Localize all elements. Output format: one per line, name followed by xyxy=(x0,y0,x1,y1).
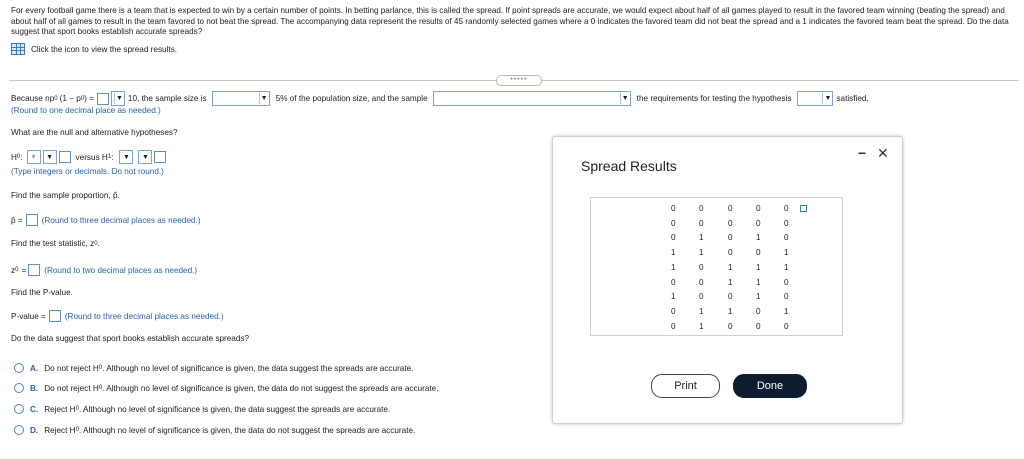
pvalue-answer-box[interactable] xyxy=(49,310,61,322)
spread-results-link-label: Click the icon to view the spread results. xyxy=(31,44,178,54)
spread-results-dialog xyxy=(552,136,903,424)
copy-icon[interactable] xyxy=(800,205,807,212)
option-text: . Although no level of significance is given, the data suggest the spreads are accurate. xyxy=(78,404,391,414)
radio-d[interactable] xyxy=(14,425,24,435)
hypotheses-line xyxy=(11,150,166,164)
table-cell: 0 xyxy=(784,292,789,302)
condition-text-7: satisfied. xyxy=(836,94,869,103)
table-cell: 0 xyxy=(784,277,789,287)
table-cell: 0 xyxy=(671,233,676,243)
hypotheses-question: What are the null and alternative hypotheses? xyxy=(11,128,178,137)
h1-value-box[interactable] xyxy=(154,151,166,163)
colon: : xyxy=(111,152,114,162)
table-cell: 0 xyxy=(699,204,704,213)
table-cell: 1 xyxy=(756,233,761,243)
table-cell: 0 xyxy=(784,321,789,331)
pvalue-question: Find the P-value. xyxy=(11,288,73,297)
np-answer-box[interactable] xyxy=(97,93,109,105)
chevron-down-icon: ▼ xyxy=(114,93,124,104)
chevron-down-icon: ▼ xyxy=(259,93,269,104)
table-cell: 0 xyxy=(728,233,733,243)
table-cell: 0 xyxy=(671,321,676,331)
table-cell: 1 xyxy=(671,248,676,258)
option-c[interactable] xyxy=(14,404,390,414)
dialog-title: Spread Results xyxy=(581,158,677,174)
option-letter: D. xyxy=(30,425,39,435)
requirements-dropdown[interactable] xyxy=(797,91,833,106)
option-text: . Although no level of significance is given, the data do not suggest the spreads are accurate. xyxy=(78,425,416,435)
condition-line xyxy=(11,91,869,106)
proportion-line xyxy=(11,214,200,226)
table-cell: 0 xyxy=(756,306,761,316)
option-text: Do not reject H xyxy=(44,383,99,393)
proportion-answer-box[interactable] xyxy=(26,214,38,226)
print-button[interactable]: Print xyxy=(651,374,720,398)
equals: = xyxy=(21,265,27,275)
table-cell: 0 xyxy=(728,204,733,213)
table-cell: 1 xyxy=(671,262,676,272)
statistic-answer-box[interactable] xyxy=(28,264,40,276)
sample-dropdown[interactable] xyxy=(433,91,631,106)
statistic-question xyxy=(11,239,100,248)
table-cell: 1 xyxy=(671,292,676,302)
h1-parameter-dropdown[interactable]: ▼ xyxy=(119,150,133,164)
option-d[interactable] xyxy=(14,425,415,435)
statistic-line xyxy=(11,264,197,276)
option-text: . Although no level of significance is given, the data do not suggest the spreads are accurate. xyxy=(102,383,439,393)
condition-text-6: the requirements for testing the hypothesis xyxy=(636,94,792,103)
option-a[interactable] xyxy=(14,363,413,373)
proportion-hint: (Round to three decimal places as needed.) xyxy=(41,215,201,225)
conclusion-question: Do the data suggest that sport books establish accurate spreads? xyxy=(11,334,250,343)
chevron-down-icon: ▼ xyxy=(620,93,630,104)
table-cell: 1 xyxy=(728,262,733,272)
subscript: 0 xyxy=(54,95,58,102)
table-cell: 1 xyxy=(784,248,789,258)
problem-statement: For every football game there is a team that is expected to win by a certain number of points. In betting parlance, this is called the spread. If point spreads are accurate, we would expect about half of all games played to result in the favored team winning (beating the spread) and about half of all games to result in the team favored to not beat the spread. The accompanying data represent the results of 45 randomly selected games where a 0 indicates the favored team did not beat the spread and a 1 indicates the favored team beat the spread. Do the data suggest that sport books establish accurate spreads? xyxy=(11,6,1009,37)
table-cell: 0 xyxy=(784,233,789,243)
option-text: . Although no level of significance is given, the data suggest the spreads are accurate. xyxy=(102,363,414,373)
period: . xyxy=(97,239,100,248)
condition-text-3: ) = xyxy=(84,94,94,103)
table-cell: 1 xyxy=(699,321,704,331)
subscript: 0 xyxy=(16,154,21,160)
spread-results-link[interactable] xyxy=(11,43,177,55)
condition-text-1: Because np xyxy=(11,94,55,103)
condition-text-4: 10, the sample size is xyxy=(127,94,207,103)
pvalue-line xyxy=(11,310,224,322)
spread-data-table xyxy=(590,197,843,336)
versus-label: versus H xyxy=(75,152,108,162)
option-letter: B. xyxy=(30,383,39,393)
table-cell: 1 xyxy=(784,306,789,316)
h0-parameter-dropdown[interactable]: ▼ xyxy=(27,150,41,164)
table-cell: 0 xyxy=(728,218,733,228)
h0-operator-dropdown[interactable]: ▼ xyxy=(43,150,57,164)
subscript: 0 xyxy=(80,95,85,102)
table-cell: 0 xyxy=(728,248,733,258)
radio-a[interactable] xyxy=(14,363,24,373)
chevron-down-icon: ▼ xyxy=(822,93,832,104)
collapse-handle[interactable]: ••••• xyxy=(496,75,542,86)
table-cell: 1 xyxy=(699,233,704,243)
table-cell: 1 xyxy=(756,262,761,272)
option-letter: C. xyxy=(30,404,39,414)
table-cell: 0 xyxy=(784,204,789,213)
radio-b[interactable] xyxy=(14,383,24,393)
table-cell: 0 xyxy=(671,204,676,213)
proportion-label: p̂ = xyxy=(11,215,23,225)
minimize-icon[interactable]: − xyxy=(858,145,867,161)
h0-value-box[interactable] xyxy=(59,151,71,163)
radio-c[interactable] xyxy=(14,404,24,414)
option-b[interactable] xyxy=(14,383,439,393)
table-cell: 0 xyxy=(756,218,761,228)
table-cell: 1 xyxy=(756,277,761,287)
condition-text-2: (1 − p xyxy=(59,94,81,103)
statistic-label: z xyxy=(11,265,16,275)
condition-text-5: 5% of the population size, and the sample xyxy=(275,94,428,103)
subscript: 1 xyxy=(107,154,112,160)
proportion-question: Find the sample proportion, p̂. xyxy=(11,191,120,200)
subscript: 0 xyxy=(98,365,103,371)
table-cell: 0 xyxy=(699,277,704,287)
table-cell: 1 xyxy=(728,277,733,287)
h1-operator-dropdown[interactable]: ▼ xyxy=(138,150,152,164)
statistic-hint: (Round to two decimal places as needed.) xyxy=(44,265,198,275)
subscript: 0 xyxy=(75,427,79,433)
option-text: Do not reject H xyxy=(44,363,99,373)
table-cell: 1 xyxy=(699,306,704,316)
table-cell: 1 xyxy=(756,292,761,302)
colon: : xyxy=(20,152,23,162)
pvalue-label: P-value = xyxy=(11,311,46,321)
sample-size-dropdown[interactable] xyxy=(212,91,270,106)
pvalue-hint: (Round to three decimal places as needed.) xyxy=(64,311,224,321)
inequality-dropdown[interactable] xyxy=(111,91,125,106)
table-cell: 0 xyxy=(671,277,676,287)
table-cell: 0 xyxy=(699,292,704,302)
subscript: 0 xyxy=(15,267,19,273)
subscript: 0 xyxy=(94,240,98,247)
table-cell: 0 xyxy=(671,306,676,316)
table-cell: 1 xyxy=(784,262,789,272)
table-cell: 0 xyxy=(671,218,676,228)
table-cell: 1 xyxy=(728,306,733,316)
table-cell: 1 xyxy=(699,248,704,258)
table-cell: 0 xyxy=(728,292,733,302)
close-icon[interactable]: ✕ xyxy=(877,145,889,161)
table-cell: 0 xyxy=(756,248,761,258)
table-cell: 0 xyxy=(728,321,733,331)
table-cell: 0 xyxy=(699,218,704,228)
table-cell: 0 xyxy=(699,262,704,272)
statistic-question-text: Find the test statistic, z xyxy=(11,239,95,248)
data-table-icon[interactable] xyxy=(11,43,25,55)
hypotheses-hint: (Type integers or decimals. Do not round.) xyxy=(11,167,164,176)
h0-label: H xyxy=(11,152,17,162)
done-button[interactable]: Done xyxy=(733,374,807,398)
condition-hint: (Round to one decimal place as needed.) xyxy=(11,106,161,115)
option-text: Reject H xyxy=(44,425,76,435)
subscript: 0 xyxy=(75,406,79,412)
table-cell: 0 xyxy=(784,218,789,228)
table-cell: 0 xyxy=(756,321,761,331)
subscript: 0 xyxy=(98,385,103,391)
option-text: Reject H xyxy=(44,404,76,414)
table-cell: 0 xyxy=(756,204,761,213)
option-letter: A. xyxy=(30,363,39,373)
